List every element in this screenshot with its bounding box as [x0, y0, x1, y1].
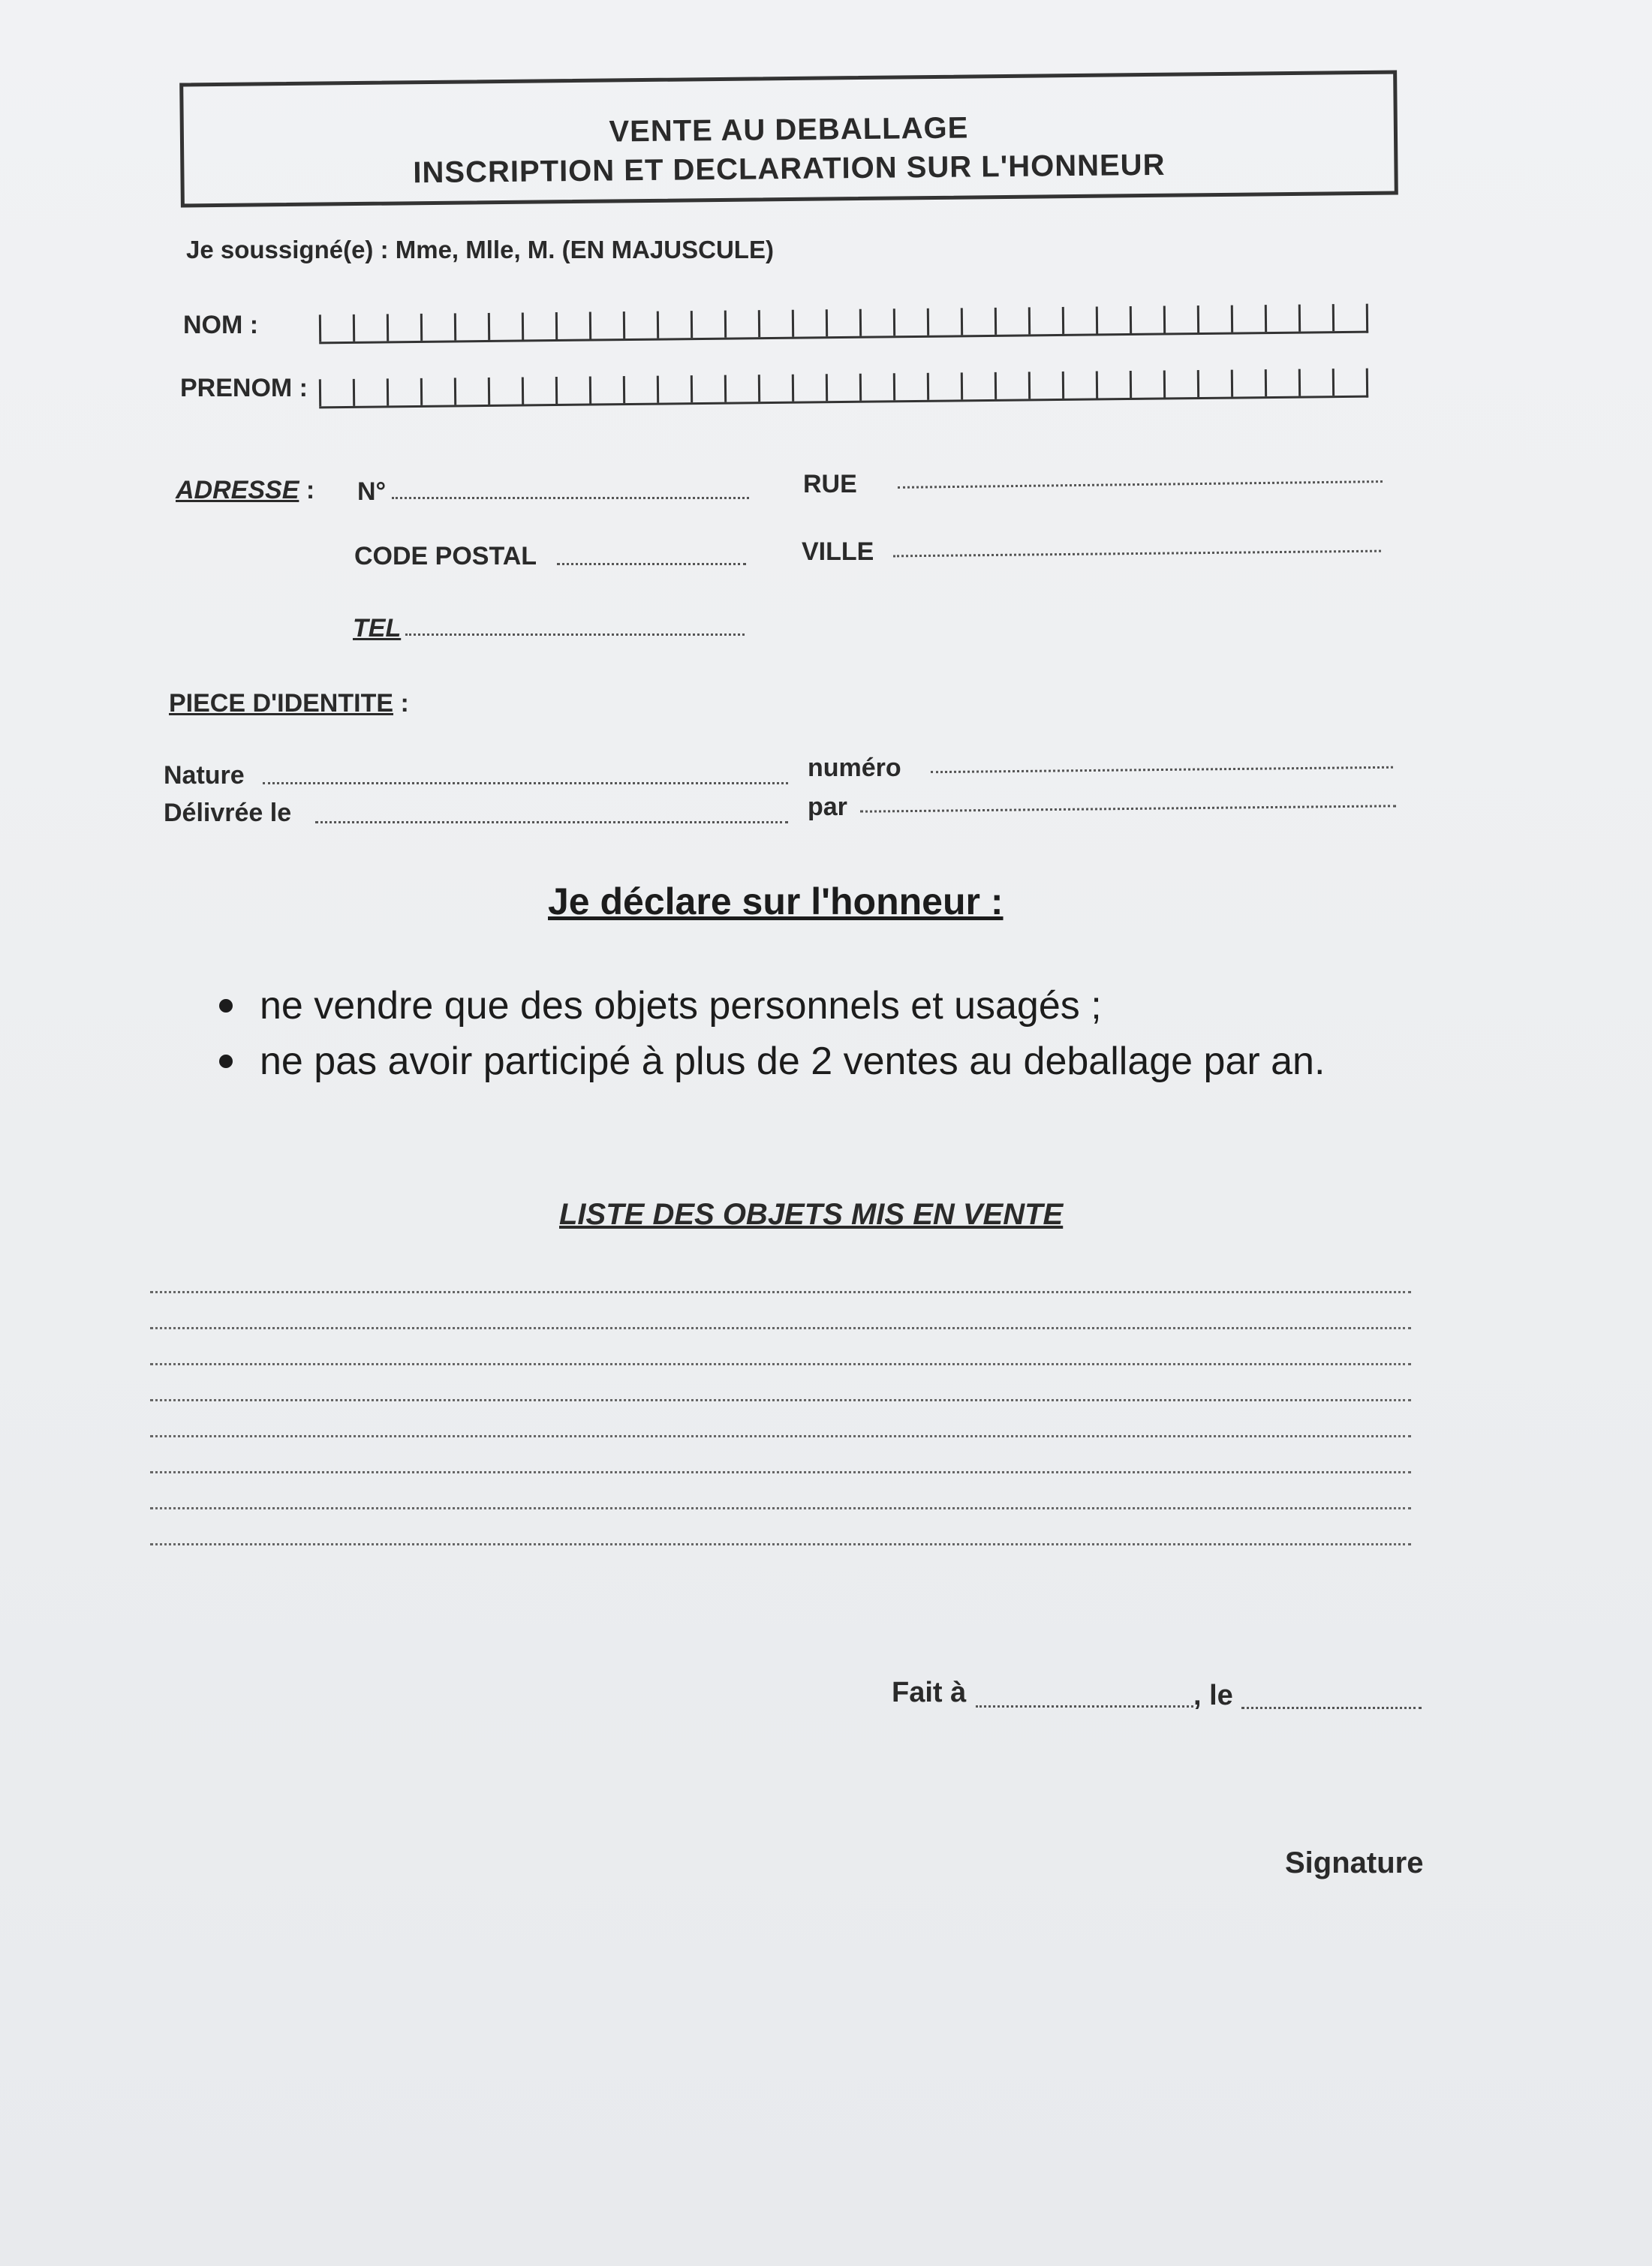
tel-field[interactable]	[405, 633, 745, 636]
numero-label: N°	[357, 477, 387, 506]
date-field[interactable]	[1241, 1707, 1422, 1709]
bullet-icon	[219, 1055, 233, 1068]
nature-label: Nature	[164, 761, 245, 790]
adresse-colon: :	[305, 476, 315, 504]
declaration-item-2	[219, 1039, 1325, 1084]
code-postal-label: CODE POSTAL	[354, 542, 537, 570]
objects-list-line[interactable]	[150, 1363, 1411, 1365]
numero-piece-field[interactable]	[931, 766, 1393, 773]
delivree-field[interactable]	[315, 821, 788, 823]
bullet-icon	[219, 999, 233, 1013]
declaration-heading: Je déclare sur l'honneur :	[548, 880, 1004, 922]
rue-field[interactable]	[898, 480, 1383, 489]
numero-field[interactable]	[392, 497, 749, 499]
le-label: , le	[1193, 1680, 1233, 1711]
prenom-label: PRENOM :	[180, 374, 308, 402]
signature-label: Signature	[1285, 1846, 1424, 1879]
objects-list-line[interactable]	[150, 1471, 1411, 1473]
piece-identite-label: PIECE D'IDENTITE	[169, 689, 394, 718]
objects-list-line[interactable]	[150, 1543, 1411, 1545]
title-line-1: VENTE AU DEBALLAGE	[609, 111, 969, 149]
ville-field[interactable]	[893, 550, 1381, 558]
piece-identite-heading	[169, 689, 409, 718]
nom-label: NOM :	[183, 311, 259, 339]
objects-list-line[interactable]	[150, 1435, 1411, 1437]
tel-label: TEL	[353, 614, 402, 642]
objects-list-line[interactable]	[150, 1399, 1411, 1401]
numero-piece-label: numéro	[808, 754, 901, 782]
par-label: par	[808, 793, 847, 821]
objects-list-title: LISTE DES OBJETS MIS EN VENTE	[559, 1198, 1064, 1231]
intro-text: Je soussigné(e) : Mme, Mlle, M. (EN MAJUSCULE)	[186, 236, 774, 263]
nature-field[interactable]	[263, 782, 788, 784]
objects-list-line[interactable]	[150, 1507, 1411, 1509]
adresse-label: ADRESSE	[176, 476, 299, 504]
declaration-item-text: ne vendre que des objets personnels et usagés ;	[260, 984, 1102, 1028]
objects-list-line[interactable]	[150, 1327, 1411, 1329]
delivree-label: Délivrée le	[164, 799, 292, 827]
title-box	[179, 71, 1398, 208]
prenom-letter-boxes[interactable]	[319, 369, 1368, 409]
code-postal-field[interactable]	[557, 563, 746, 565]
declaration-item-1	[219, 983, 1102, 1028]
objects-list-line[interactable]	[150, 1291, 1411, 1293]
piece-identite-colon: :	[393, 689, 409, 718]
ville-label: VILLE	[802, 537, 874, 566]
declaration-item-text: ne pas avoir participé à plus de 2 ventes au deballage par an.	[260, 1040, 1326, 1083]
title-line-2: INSCRIPTION ET DECLARATION SUR L'HONNEUR	[413, 148, 1166, 190]
par-field[interactable]	[860, 805, 1396, 812]
adresse-heading	[176, 476, 314, 505]
fait-a-field[interactable]	[976, 1705, 1193, 1708]
nom-letter-boxes[interactable]	[319, 304, 1368, 345]
fait-a-label: Fait à	[892, 1677, 967, 1708]
rue-label: RUE	[803, 470, 857, 498]
